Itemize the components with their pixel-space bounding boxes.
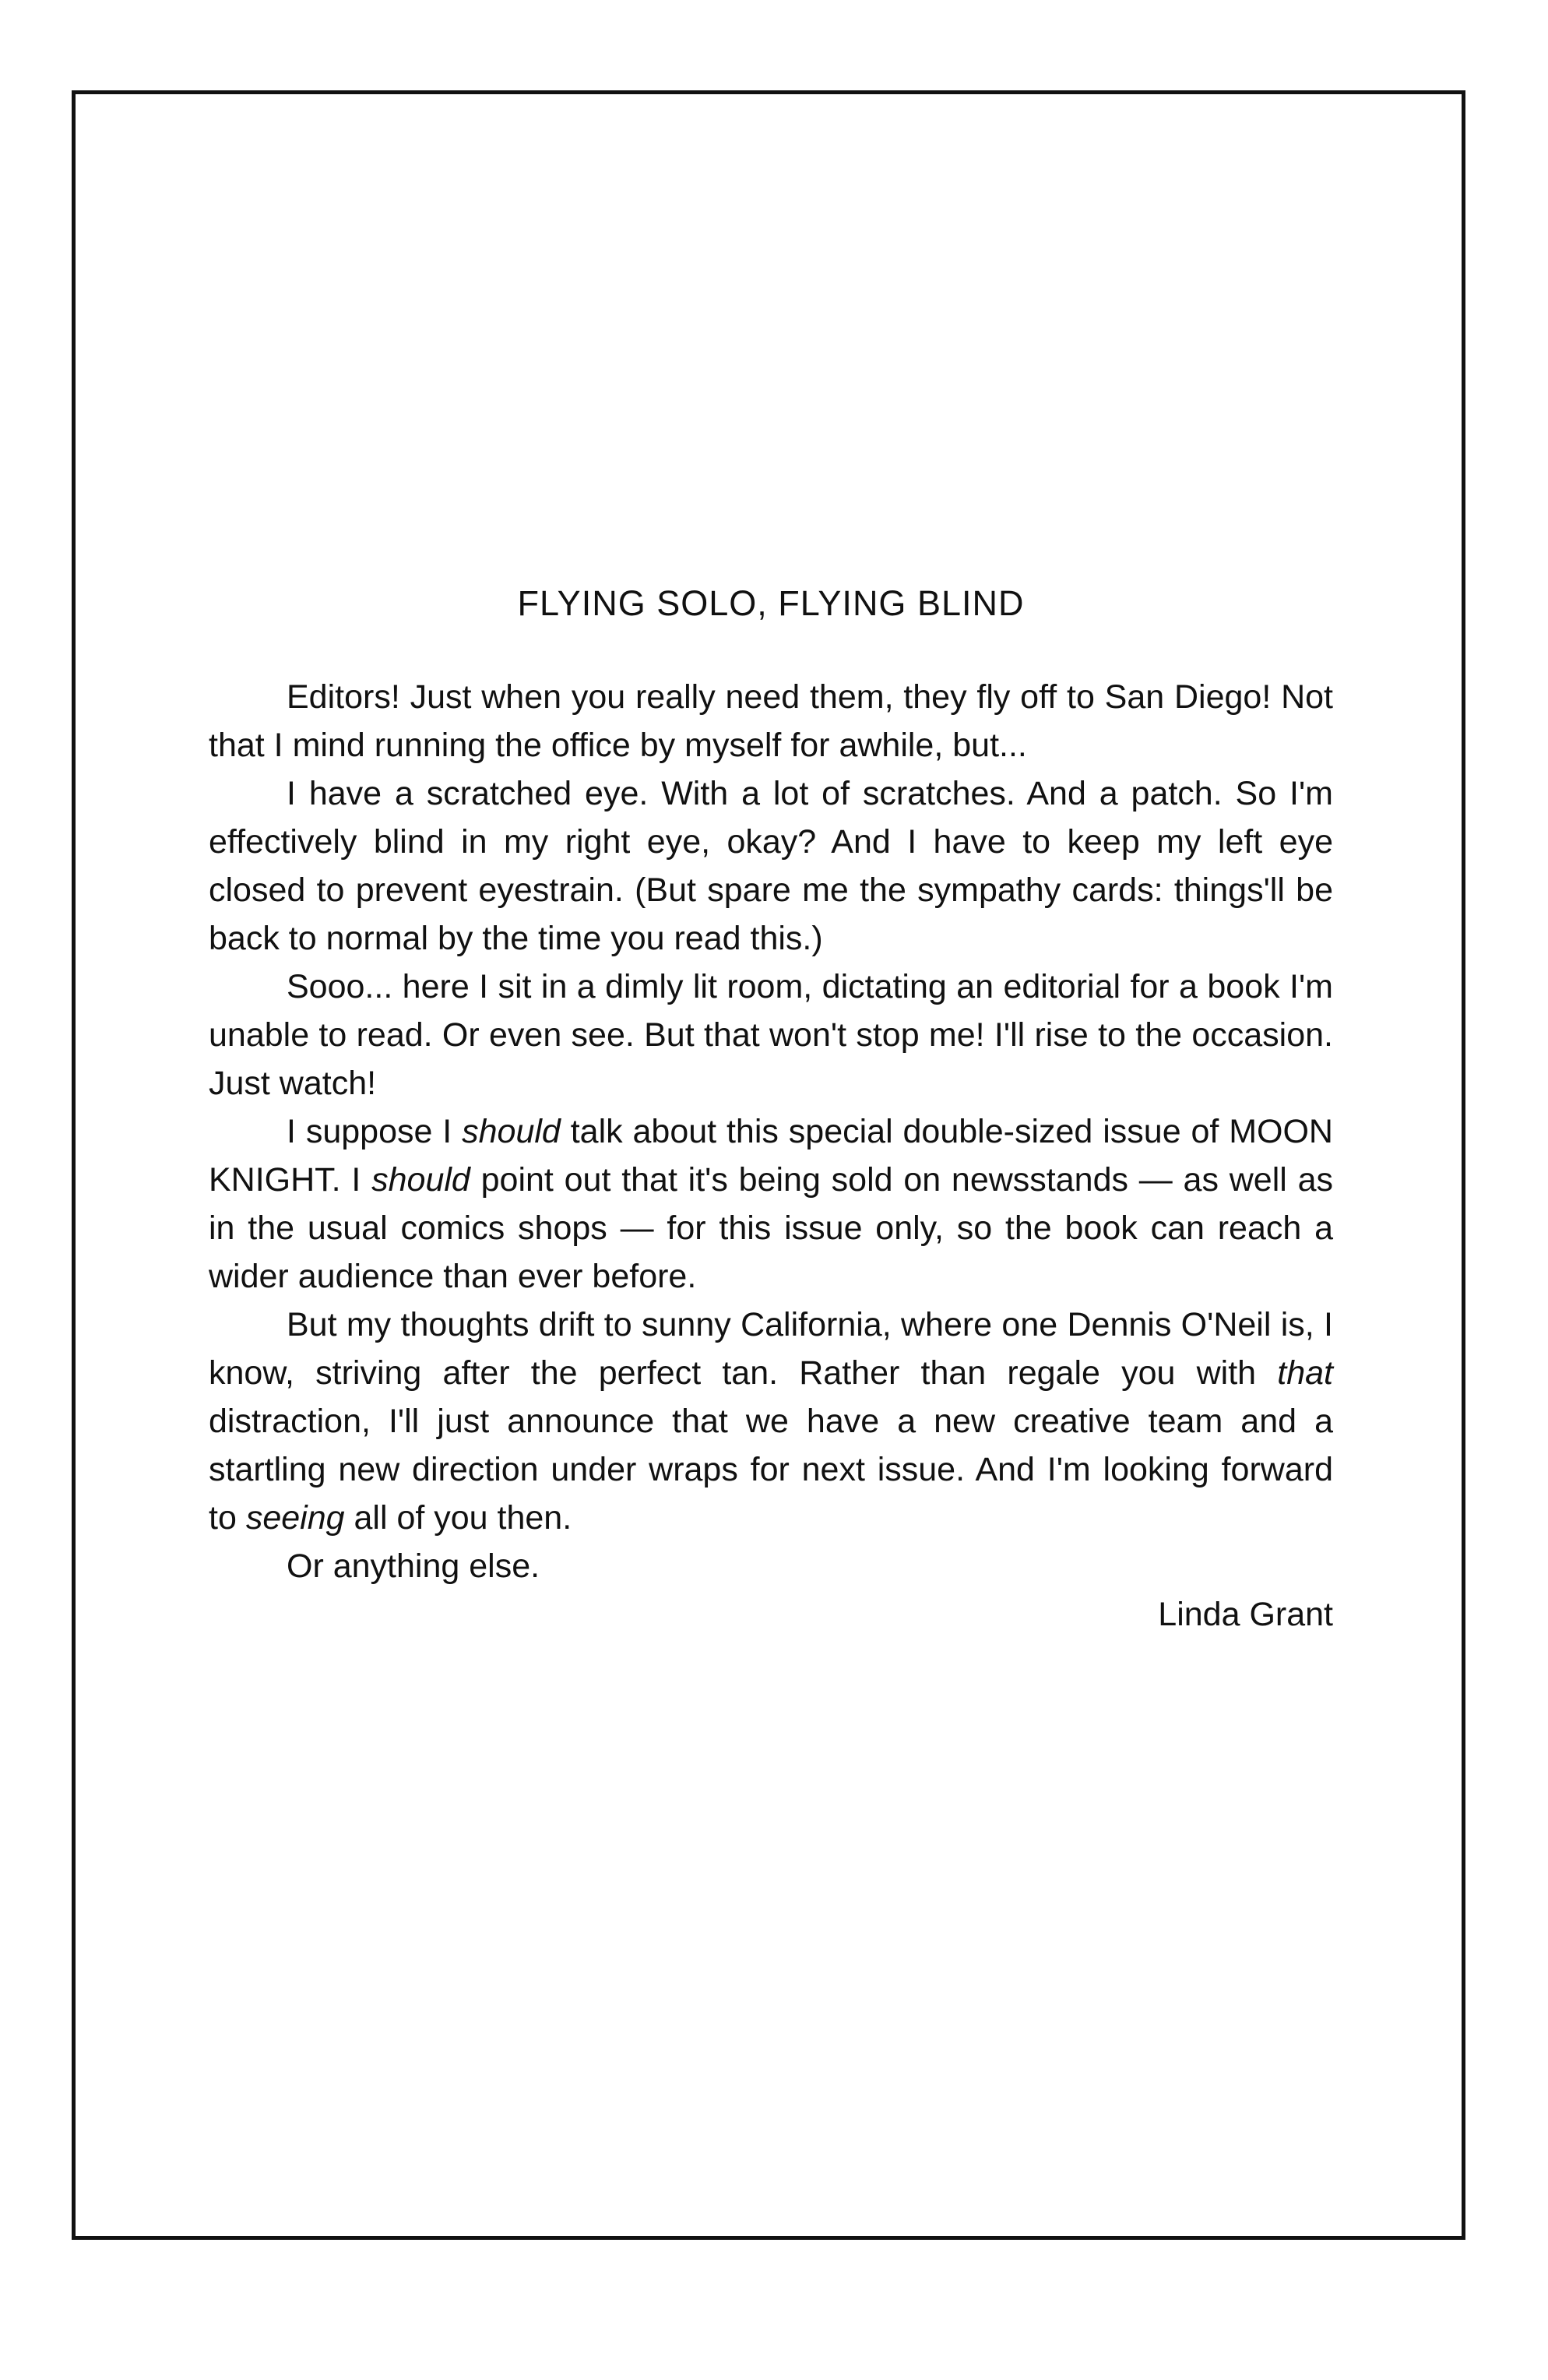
paragraph-text: I have a scratched eye. With a lot of scratches. And a patch. So I'm effectively blind in my right eye, okay? And I have to keep my left eye closed to prevent eyestrain. (But spare me the sympathy cards: things'll be back to normal by the time you read this.) xyxy=(209,775,1333,957)
paragraph-text: Or anything else. xyxy=(287,1547,540,1585)
paragraph-text: talk about this special double-sized issue of MOON KNIGHT. I xyxy=(209,1113,1333,1199)
emphasized-text: seeing xyxy=(245,1499,345,1537)
editorial-title: FLYING SOLO, FLYING BLIND xyxy=(517,583,1025,623)
editorial-paragraph xyxy=(209,963,1333,1107)
editorial-paragraph xyxy=(209,1542,1333,1590)
paragraph-text: Sooo... here I sit in a dimly lit room, dictating an editorial for a book I'm unable to read. Or even see. But that won't stop me! I'll rise to the occasion. Just watch! xyxy=(209,968,1333,1102)
editorial-paragraph xyxy=(209,769,1333,963)
paragraph-text: I suppose I xyxy=(287,1113,463,1150)
editorial-paragraph xyxy=(209,673,1333,769)
paragraph-text: point out that it's being sold on newsstands — as well as in the usual comics shops — for this issue only, so the book can reach a wider audience than ever before. xyxy=(209,1161,1333,1295)
emphasized-text: that xyxy=(1277,1354,1333,1392)
editorial-signature: Linda Grant xyxy=(1158,1596,1333,1633)
paragraph-text: all of you then. xyxy=(344,1499,572,1537)
paragraph-text: distraction, I'll just announce that we have a new creative team and a startling new direction under wraps for next issue. And I'm looking forward to xyxy=(209,1403,1333,1537)
editorial-paragraph xyxy=(209,1107,1333,1301)
editorial-paragraph xyxy=(209,1301,1333,1542)
editorial-paragraphs xyxy=(209,673,1333,1590)
editorial-body xyxy=(209,579,1333,1639)
paragraph-text: Editors! Just when you really need them, they fly off to San Diego! Not that I mind running the office by myself for awhile, but... xyxy=(209,678,1333,764)
emphasized-text: should xyxy=(462,1113,561,1150)
paragraph-text: But my thoughts drift to sunny California, where one Dennis O'Neil is, I know, striving after the perfect tan. Rather than regale you with xyxy=(209,1306,1333,1392)
emphasized-text: should xyxy=(371,1161,470,1199)
